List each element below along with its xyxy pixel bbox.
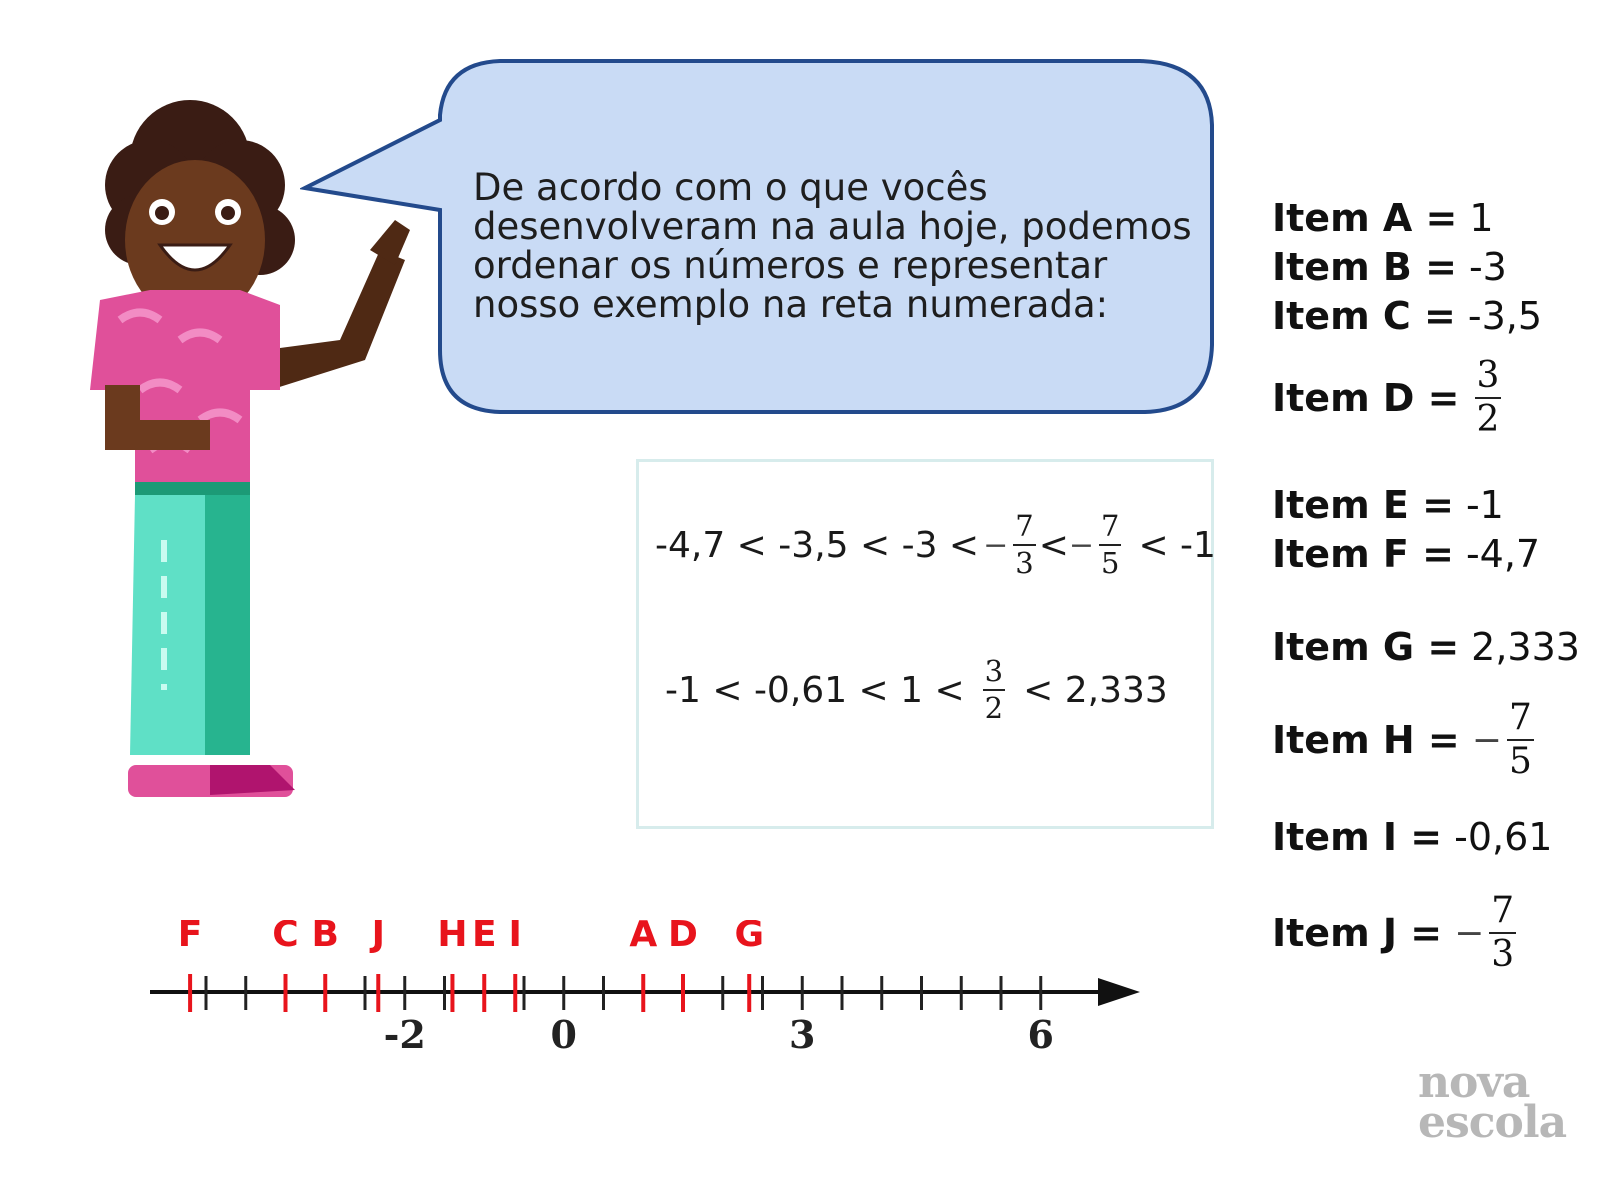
bubble-line: ordenar os números e representar [473,244,1108,287]
number-line-point-label: H [437,920,468,955]
number-line-tick-label: 6 [1027,1012,1054,1057]
item-label: Item B = [1272,245,1457,289]
number-line-point-label: C [272,920,299,955]
fraction-numerator: 7 [1015,509,1034,543]
item-label: Item C = [1272,294,1456,338]
fraction-numerator: 3 [984,654,1004,688]
fraction-numerator: 7 [1508,697,1532,738]
item-label: Item H = [1272,718,1460,762]
item-h [1272,697,1537,782]
item-value: 1 [1469,196,1494,240]
minus-sign: − [1068,527,1094,563]
fraction-denominator: 2 [1476,399,1500,440]
bubble-line: nosso exemplo na reta numerada: [473,283,1109,326]
inequality-line-positive [665,654,1168,725]
item-value: -3,5 [1467,294,1543,338]
number-line-tick-label: -2 [383,1012,426,1057]
minus-sign: − [983,527,1009,563]
number-line-point-label: I [508,920,522,955]
item-e [1272,483,1504,527]
item-f [1272,532,1540,576]
item-g [1272,625,1580,669]
item-value: -4,7 [1465,532,1541,576]
number-line-point-label: F [177,920,203,955]
inequality-line-negative [655,509,1216,580]
fraction [1099,509,1121,580]
bubble-line: desenvolveram na aula hoje, podemos [473,205,1192,248]
number-line-point-label: D [668,920,698,955]
speech-bubble-text [473,168,1213,324]
item-b [1272,245,1507,289]
fraction-denominator: 3 [1491,934,1515,975]
fraction [1507,697,1534,782]
minus-sign: − [1471,719,1502,761]
item-c [1272,294,1542,338]
number-line-point-label: E [471,920,497,955]
number-line-point-label: B [311,920,339,955]
item-label: Item I = [1272,815,1443,859]
item-label: Item F = [1272,532,1454,576]
number-line-tick-labels [384,1012,1054,1057]
fraction-denominator: 5 [1508,741,1532,782]
item-label: Item E = [1272,483,1454,527]
number-line-point-label: J [371,920,385,955]
fraction [1489,890,1516,975]
bubble-line: De acordo com o que vocês [473,166,988,209]
fraction-denominator: 2 [984,691,1004,725]
number-line-tick-label: 0 [550,1012,577,1057]
fraction [1475,355,1502,440]
inequalities-box [636,459,1214,829]
logo-line: nova [1418,1057,1530,1108]
item-i [1272,815,1552,859]
inequality-text: < 2,333 [1023,669,1168,711]
item-value: -3 [1468,245,1507,289]
inequality-text: -1 < -0,61 < 1 < [665,669,965,711]
inequality-text: -4,7 < -3,5 < -3 < [655,524,980,566]
item-label: Item G = [1272,625,1460,669]
item-value: 2,333 [1471,625,1580,669]
item-value: -1 [1465,483,1504,527]
fraction-denominator: 5 [1101,546,1120,580]
minus-sign: − [1454,912,1485,954]
number-line-tick-label: 3 [789,1012,816,1057]
number-line-point-label: G [734,920,765,955]
fraction [983,654,1005,725]
fraction-numerator: 3 [1476,355,1500,396]
item-value: -0,61 [1454,815,1553,859]
fraction [1013,509,1035,580]
item-label: Item A = [1272,196,1458,240]
number-line-point-label: A [629,920,658,955]
item-label: Item D = [1272,376,1460,420]
inequality-text: < [1038,524,1069,566]
inequality-text: < -1 [1138,524,1216,566]
fraction-numerator: 7 [1491,890,1515,931]
number-line-points [178,920,764,1012]
item-d [1272,355,1504,440]
item-j [1272,890,1519,975]
nova-escola-logo [1418,1057,1588,1148]
fraction-numerator: 7 [1101,509,1120,543]
logo-line: escola [1418,1097,1567,1148]
number-line [140,920,1180,1100]
number-line-arrow [1098,978,1140,1006]
item-a [1272,196,1494,240]
fraction-denominator: 3 [1015,546,1034,580]
item-label: Item J = [1272,911,1443,955]
